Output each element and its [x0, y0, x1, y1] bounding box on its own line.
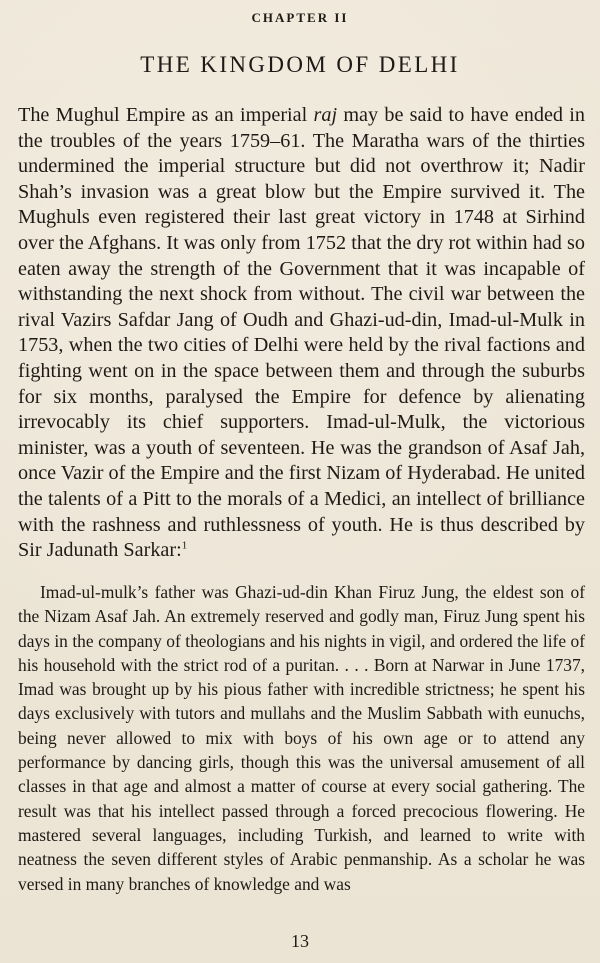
main-paragraph [18, 103, 585, 564]
chapter-title: THE KINGDOM OF DELHI [140, 52, 460, 77]
page-number: 13 [291, 931, 309, 951]
footnote-marker: 1 [181, 539, 188, 552]
chapter-label: CHAPTER II [251, 10, 349, 25]
paragraph-1-part-1: The Mughul Empire as an imperial [18, 104, 314, 126]
paragraph-1-part-2: may be said to have ended in the troubles of the years 1759–61. The Maratha wars of the thirties undermined the imperial structure but did not overthrow it; Nadir Shah’s invasion was a great blow but the Empire survived it. The Mughuls even registered their last great victory in 1748 at Sirhind over the Afghans. It was only from 1752 that the dry rot within had so eaten away the strength of the Government that it was incapable of withstanding the next shock from without. The civil war between the rival Vazirs Safdar Jang of Oudh and Ghazi-ud-din, Imad-ul-Mulk in 1753, when the two cities of Delhi were held by the rival factions and fighting went on in the space between them and through the suburbs for six months, paralysed the Empire for defence by alienating irrevocably its chief supporters. Imad-ul-Mulk, the victorious minister, was a youth of seventeen. He was the grandson of Asaf Jah, once Vazir of the Empire and the first Nizam of Hyderabad. He united the talents of a Pitt to the morals of a Medici, an intellect of brilliance with the rashness and ruthlessness of youth. He is thus described by Sir Jadunath Sarkar: [18, 104, 585, 562]
quote-paragraph: Imad-ul-mulk’s father was Ghazi-ud-din Khan Firuz Jung, the eldest son of the Nizam Asaf Jah. An extremely reserved and godly man, Firuz Jung spent his days in the company of theologians and his nights in vigil, and ordered the life of his household with the strict rod of a puritan. . . . Born at Narwar in June 1737, Imad was brought up by his pious father with incredible strictness; he spent his days exclusively with tutors and mullahs and the Muslim Sabbath with eunuchs, being never allowed to mix with boys of his own age or to attend any performance by dancing girls, though this was the universal amusement of all classes in that age and almost a matter of course at every social gathering. The result was that his intellect passed through a forced precocious flowering. He mastered several languages, including Turkish, and learned to write with neatness the seven different styles of Arabic penmanship. As a scholar he was versed in many branches of knowledge and was [18, 582, 585, 894]
quoted-passage [18, 580, 585, 896]
italic-raj: raj [313, 104, 338, 126]
paragraph-1 [18, 103, 585, 564]
